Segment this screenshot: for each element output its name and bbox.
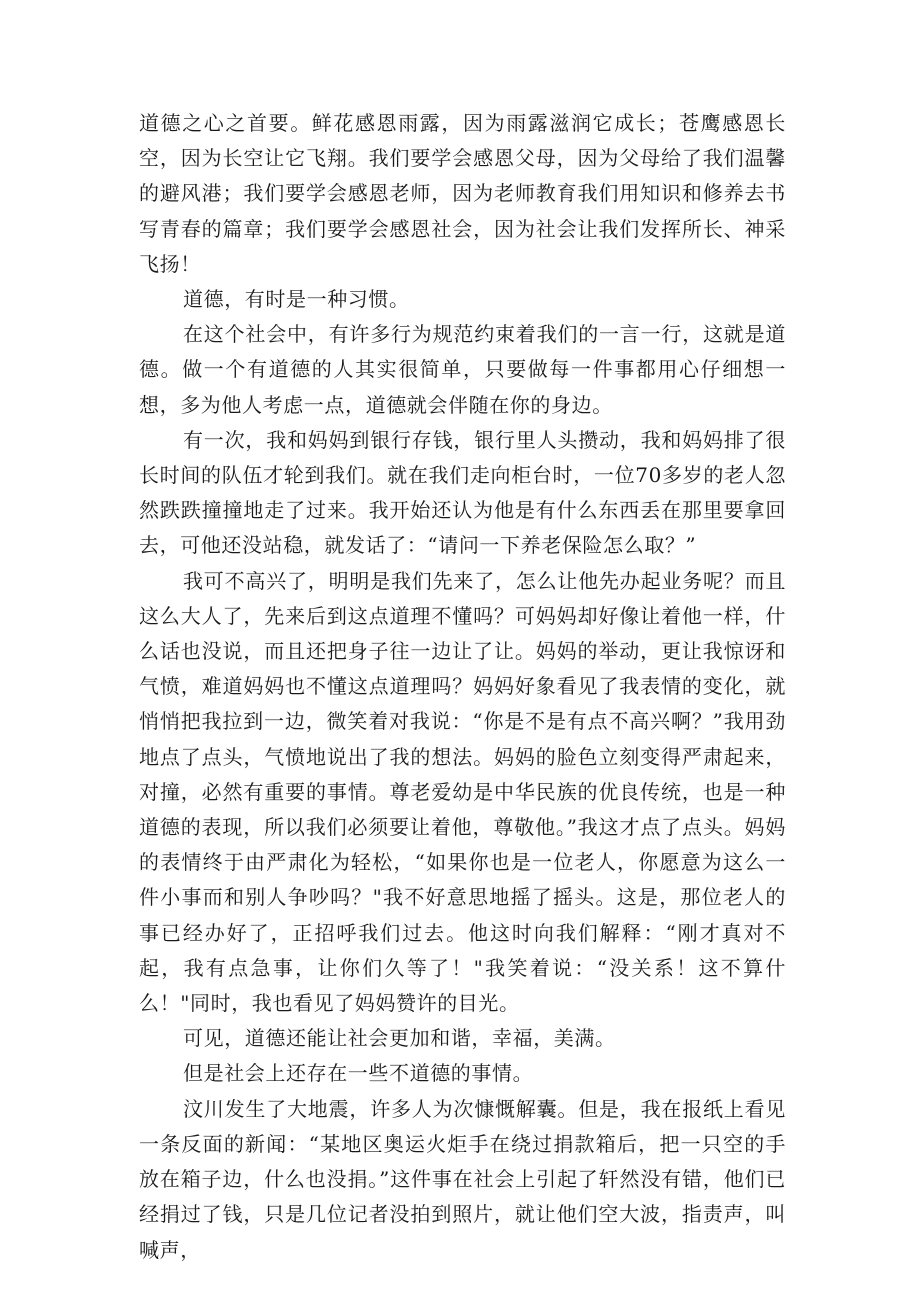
paragraph-immoral-things: 但是社会上还存在一些不道德的事情。 bbox=[183, 1061, 534, 1086]
paragraph-wenchuan-news: 汶川发生了大地震，许多人为次慷慨解囊。但是，我在报纸上看见一条反面的新闻：“某地区奥运火炬手在绕过捐款箱后，把一只空的手放在箱子边，什么也没捐。”这件事在社会上引起了轩然没有错，他们已经捐过了钱，只是几位记者没拍到照片，就让他们空大波，指责声，叫喊声， bbox=[139, 1096, 786, 1262]
paragraph-gratitude: 道德之心之首要。鲜花感恩雨露，因为雨露滋润它成长；苍鹰感恩长空，因为长空让它飞翔。我们要学会感恩父母，因为父母给了我们温馨的避风港；我们要学会感恩老师，因为老师教育我们用知识和修养去书写青春的篇章；我们要学会感恩社会，因为社会让我们发挥所长、神采飞扬！ bbox=[139, 111, 786, 276]
paragraph-bank-story: 有一次，我和妈妈到银行存钱，银行里人头攒动，我和妈妈排了很长时间的队伍才轮到我们。就在我们走向柜台时，一位70多岁的老人忽然跌跌撞撞地走了过来。我开始还认为他是有什么东西丢在那里要拿回去，可他还没站稳，就发话了：“请问一下养老保险怎么取？” bbox=[139, 427, 786, 558]
paragraph-harmony: 可见，道德还能让社会更加和谐，幸福，美满。 bbox=[183, 1026, 616, 1051]
paragraph-society-norms: 在这个社会中，有许多行为规范约束着我们的一言一行，这就是道德。做一个有道德的人其实很简单，只要做每一件事都用心仔细想一想，多为他人考虑一点，道德就会伴随在你的身边。 bbox=[139, 322, 786, 417]
paragraph-mother-lesson: 我可不高兴了，明明是我们先来了，怎么让他先办起业务呢？而且这么大人了，先来后到这点道理不懂吗？可妈妈却好像让着他一样，什么话也没说，而且还把身子往一边让了让。妈妈的举动，更让我惊讶和气愤，难道妈妈也不懂这点道理吗？妈妈好象看见了我表情的变化，就悄悄把我拉到一边，微笑着对我说：“你是不是有点不高兴啊？”我用劲地点了点头，气愤地说出了我的想法。妈妈的脸色立刻变得严肃起来，对撞，必然有重要的事情。尊老爱幼是中华民族的优良传统，也是一种道德的表现，所以我们必须要让着他，尊敬他。”我这才点了点头。妈妈的表情终于由严肃化为轻松，“如果你也是一位老人，你愿意为这么一件小事而和别人争吵吗？"我不好意思地摇了摇头。这是，那位老人的事已经办好了，正招呼我们过去。他这时向我们解释：“刚才真对不起，我有点急事，让你们久等了！"我笑着说：“没关系！这不算什么！"同时，我也看见了妈妈赞许的目光。 bbox=[139, 568, 786, 1016]
document-body bbox=[139, 106, 786, 1268]
paragraph-habit: 道德，有时是一种习惯。 bbox=[183, 287, 410, 312]
